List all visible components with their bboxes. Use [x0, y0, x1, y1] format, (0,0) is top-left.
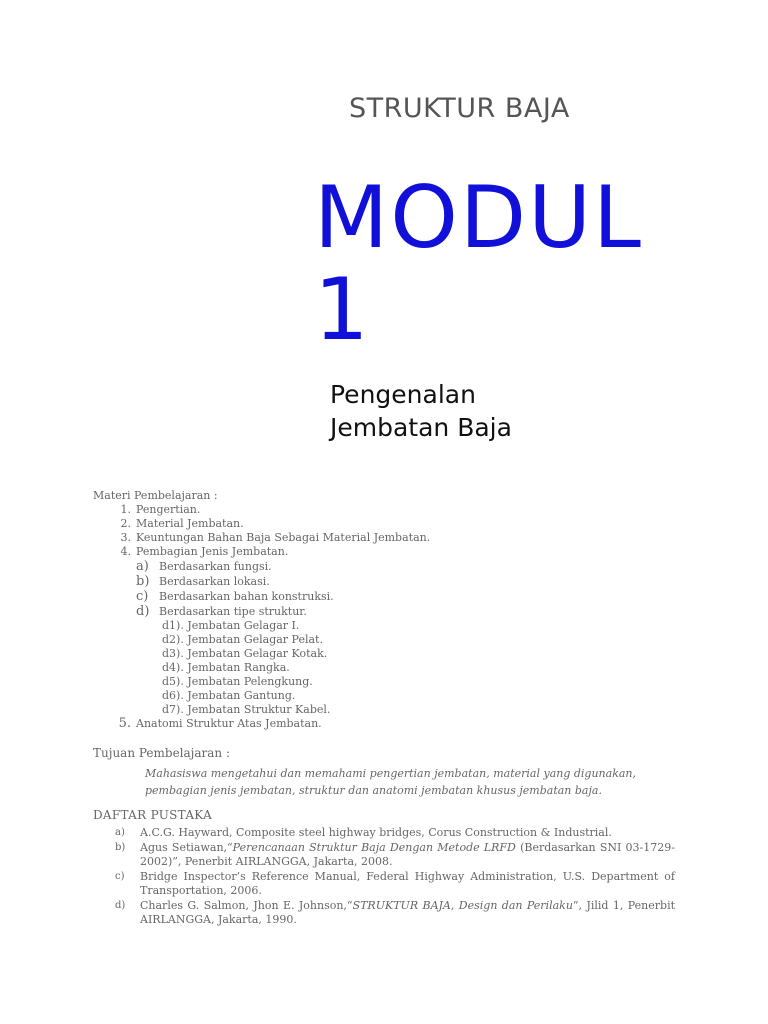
- modul-number: 1: [314, 260, 371, 360]
- reference-item: c) Bridge Inspector’s Reference Manual, Federal Highway Administration, U.S. Department of Transportation, 2006.: [115, 870, 675, 897]
- list-item: 5. Anatomi Struktur Atas Jembatan.: [118, 716, 322, 731]
- materi-heading: Materi Pembelajaran :: [93, 489, 218, 502]
- sub-sub-list: [159, 619, 430, 717]
- subtitle-line-1: Pengenalan: [330, 380, 476, 409]
- list-item: 1. Pengertian.: [120, 503, 201, 516]
- modul-word: MODUL: [314, 168, 643, 268]
- sub-sub-list-item: d3). Jembatan Gelagar Kotak.: [162, 647, 328, 660]
- list-item: 2. Material Jembatan.: [120, 517, 244, 530]
- module-subtitle: [330, 378, 512, 444]
- tujuan-text: Mahasiswa mengetahui dan memahami pengertian jembatan, material yang digunakan, pembagian jenis jembatan, struktur dan anatomi jembatan khusus jembatan baja.: [145, 767, 637, 797]
- subtitle-line-2: Jembatan Baja: [330, 413, 512, 442]
- sub-sub-list-item: d1). Jembatan Gelagar I.: [162, 619, 300, 632]
- reference-item: b) Agus Setiawan,“Perencanaan Struktur Baja Dengan Metode LRFD (Berdasarkan SNI 03-1729-2002)”, Penerbit AIRLANGGA, Jakarta, 2008.: [115, 841, 675, 868]
- reference-item: a) A.C.G. Hayward, Composite steel highway bridges, Corus Construction & Industrial.: [115, 826, 612, 839]
- sub-sub-list-item: d2). Jembatan Gelagar Pelat.: [162, 633, 323, 646]
- sub-list-item: d) Berdasarkan tipe struktur. d1). Jembatan Gelagar I. d2). Jembatan Gelagar Pelat. d3). Jembatan Gelagar Kotak. d4). Jembatan Rangka. d5). Jembatan Pelengkung. d6). Jembatan Gantung. d7). Jembatan Struktur Kabel.: [136, 604, 430, 717]
- subject-title: STRUKTUR BAJA: [349, 93, 570, 124]
- sub-list-item: c) Berdasarkan bahan konstruksi.: [136, 589, 334, 604]
- daftar-pustaka-heading: DAFTAR PUSTAKA: [93, 808, 213, 822]
- sub-sub-list-item: d6). Jembatan Gantung.: [162, 689, 296, 702]
- sub-sub-list-item: d7). Jembatan Struktur Kabel.: [162, 703, 331, 716]
- sub-list: [136, 559, 430, 717]
- sub-list-item: b) Berdasarkan lokasi.: [136, 574, 270, 589]
- materi-list: [113, 503, 430, 731]
- reference-item: d) Charles G. Salmon, Jhon E. Johnson,“STRUKTUR BAJA, Design dan Perilaku”, Jilid 1, Penerbit AIRLANGGA, Jakarta, 1990.: [115, 899, 676, 926]
- tujuan-heading: Tujuan Pembelajaran :: [93, 746, 231, 760]
- sub-sub-list-item: d4). Jembatan Rangka.: [162, 661, 290, 674]
- daftar-pustaka-list: [115, 826, 675, 928]
- list-item: 4. Pembagian Jenis Jembatan. a) Berdasarkan fungsi. b) Berdasarkan lokasi. c) Berdasarkan bahan konstruksi. d) Berdasarkan tipe struktur. d1). Jembatan Gelagar I. d2). Jembatan Gelagar Pelat. d3). Jembatan Gelagar Kotak. d4). Jembatan Rangka. d5). Jembatan Pelengkung. d6). Jembatan Gantung. d7). Jembatan Struktur Kabel.: [113, 545, 430, 717]
- modul-title: [314, 168, 643, 360]
- list-item: 3. Keuntungan Bahan Baja Sebagai Material Jembatan.: [120, 531, 431, 544]
- sub-sub-list-item: d5). Jembatan Pelengkung.: [162, 675, 313, 688]
- sub-list-item: a) Berdasarkan fungsi.: [136, 559, 272, 574]
